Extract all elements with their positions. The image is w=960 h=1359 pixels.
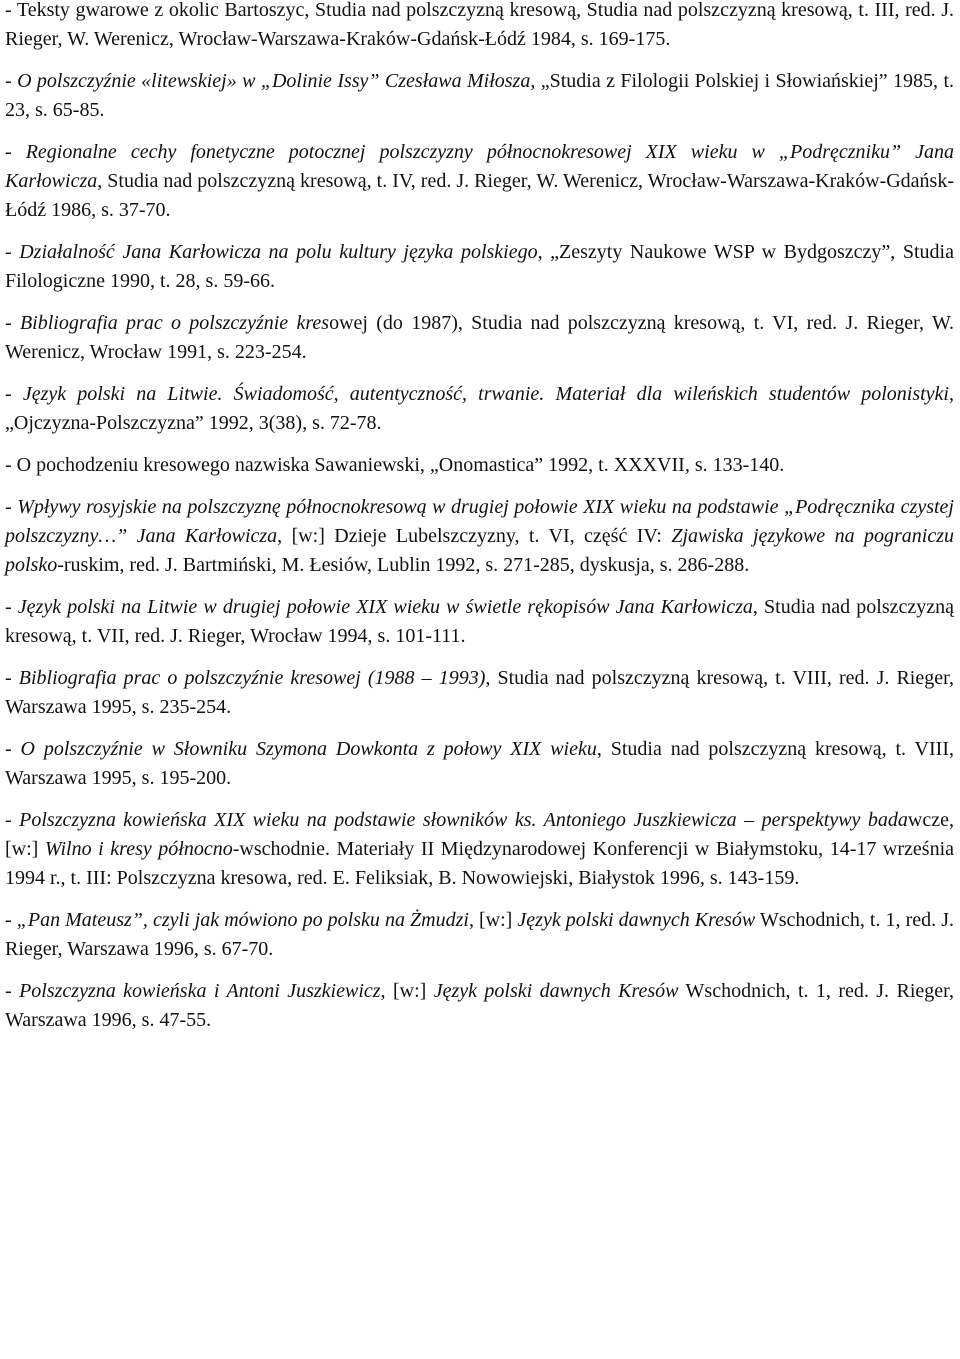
- entry-text: , Studia nad polszczyzną kresową, t. VIII, red. J. Rieger, Warszawa 1995, s. 235-254.: [5, 667, 954, 718]
- entry-title-text: Zjawiska językowe na pograniczu polsko: [5, 525, 954, 576]
- bibliography-entry: [5, 977, 954, 1035]
- entry-title-text: Bibliografia prac o polszczyźnie kresowej (1988 – 1993): [18, 667, 486, 689]
- bibliography-entry: [5, 451, 954, 480]
- entry-title-text: „Pan Mateusz”, czyli jak mówiono po polsku na Żmudzi: [16, 909, 469, 931]
- entry-title-text: Polszczyzna kowieńska XIX wieku na podstawie słowników ks. Antoniego Juszkiewicza – perspektywy bada: [19, 809, 908, 831]
- bibliography-entry: [5, 380, 954, 438]
- entry-text: Wschodnich, t. 1, red. J. Rieger, Warszawa 1996, s. 47-55.: [5, 980, 954, 1031]
- entry-text: owej (do 1987), Studia nad polszczyzną kresową, t. VI, red. J. Rieger, W. Werenicz, Wrocław 1991, s. 223-254.: [5, 312, 954, 363]
- bibliography-entry: [5, 309, 954, 367]
- entry-title-text: Polszczyzna kowieńska i Antoni Juszkiewicz: [19, 980, 381, 1002]
- entry-title-text: Działalność Jana Karłowicza na polu kultury języka polskiego: [19, 241, 538, 263]
- entry-title-text: Wpływy rosyjskie na polszczyznę północnokresową w drugiej połowie XIX wieku na podstawie „Podręcznika czystej polszczyzny…” Jana Karłowicza: [5, 496, 954, 547]
- entry-text: , „Zeszyty Naukowe WSP w Bydgoszczy”, Studia Filologiczne 1990, t. 28, s. 59-66.: [5, 241, 954, 292]
- entry-text: - O pochodzeniu kresowego nazwiska Sawaniewski, „Onomastica” 1992, t. XXXVII, s. 133-140.: [5, 454, 785, 476]
- entry-text: -: [5, 312, 20, 334]
- entry-title-text: Język polski dawnych Kresów: [433, 980, 679, 1002]
- entry-title-text: Język polski na Litwie. Świadomość, autentyczność, trwanie. Materiał dla wileńskich studentów polonistyki,: [22, 383, 954, 405]
- bibliography-entry: [5, 664, 954, 722]
- bibliography-entry: [5, 67, 954, 125]
- bibliography-entry: [5, 493, 954, 580]
- entry-text: , [w:] Dzieje Lubelszczyzny, t. VI, część IV:: [277, 525, 672, 547]
- bibliography-entry: [5, 806, 954, 893]
- entry-text: -: [5, 809, 20, 831]
- entry-text: -: [5, 909, 17, 931]
- bibliography-entry: [5, 0, 954, 54]
- entry-text: Wschodnich, t. 1, red. J. Rieger, Warszawa 1996, s. 67-70.: [5, 909, 954, 960]
- entry-title-text: Język polski na Litwie w drugiej połowie XIX wieku w świetle rękopisów Jana Karłowicza: [17, 596, 753, 618]
- bibliography-list: [5, 0, 954, 1035]
- entry-text: -: [5, 141, 26, 163]
- entry-text: , [w:]: [380, 980, 434, 1002]
- bibliography-entry: [5, 138, 954, 225]
- bibliography-entry: [5, 735, 954, 793]
- entry-text: , [w:]: [468, 909, 518, 931]
- entry-text: -: [5, 70, 18, 92]
- entry-text: wcze, [w:]: [5, 809, 954, 860]
- entry-text: - Teksty gwarowe z okolic Bartoszyc, Studia nad polszczyzną kresową, Studia nad polszczyzną kresową, t. III, red. J. Rieger, W. Werenicz, Wrocław-Warszawa-Kraków-Gdańsk-Łódź 1984, s. 169-175.: [5, 0, 954, 50]
- entry-text: -: [5, 738, 21, 760]
- entry-text: -wschodnie. Materiały II Międzynarodowej Konferencji w Białymstoku, 14-17 września 1994 r., t. III: Polszczyzna kresowa, red. E. Feliksiak, B. Nowowiejski, Białystok 1996, s. 143-159.: [5, 838, 955, 889]
- entry-title-text: Język polski dawnych Kresów: [517, 909, 756, 931]
- entry-text: -: [5, 980, 20, 1002]
- entry-title-text: Bibliografia prac o polszczyźnie kres: [19, 312, 330, 334]
- entry-text: -: [5, 496, 18, 518]
- entry-title-text: O polszczyźnie w Słowniku Szymona Dowkonta z połowy XIX wieku: [20, 738, 597, 760]
- entry-title-text: Regionalne cechy fonetyczne potocznej polszczyzny północnokresowej XIX wieku w „Podręczniku” Jana Karłowicza: [5, 141, 954, 192]
- entry-title-text: O polszczyźnie «litewskiej» w „Dolinie Issy” Czesława Miłosza,: [17, 70, 536, 92]
- entry-text: -: [5, 383, 23, 405]
- entry-text: „Studia z Filologii Polskiej i Słowiańskiej” 1985, t. 23, s. 65-85.: [5, 70, 954, 121]
- entry-text: „Ojczyzna-Polszczyzna” 1992, 3(38), s. 72-78.: [5, 412, 382, 434]
- entry-text: -ruskim, red. J. Bartmiński, M. Łesiów, Lublin 1992, s. 271-285, dyskusja, s. 286-288.: [57, 554, 750, 576]
- entry-text: , Studia nad polszczyzną kresową, t. IV, red. J. Rieger, W. Werenicz, Wrocław-Warszawa-Kraków-Gdańsk-Łódź 1986, s. 37-70.: [5, 170, 954, 221]
- entry-text: -: [5, 596, 18, 618]
- entry-text: -: [5, 667, 19, 689]
- bibliography-entry: [5, 593, 954, 651]
- entry-text: , Studia nad polszczyzną kresową, t. VII, red. J. Rieger, Wrocław 1994, s. 101-111.: [5, 596, 954, 647]
- entry-title-text: Wilno i kresy północno: [44, 838, 233, 860]
- entry-text: -: [5, 241, 20, 263]
- bibliography-entry: [5, 906, 954, 964]
- bibliography-entry: [5, 238, 954, 296]
- entry-text: , Studia nad polszczyzną kresową, t. VIII, Warszawa 1995, s. 195-200.: [5, 738, 954, 789]
